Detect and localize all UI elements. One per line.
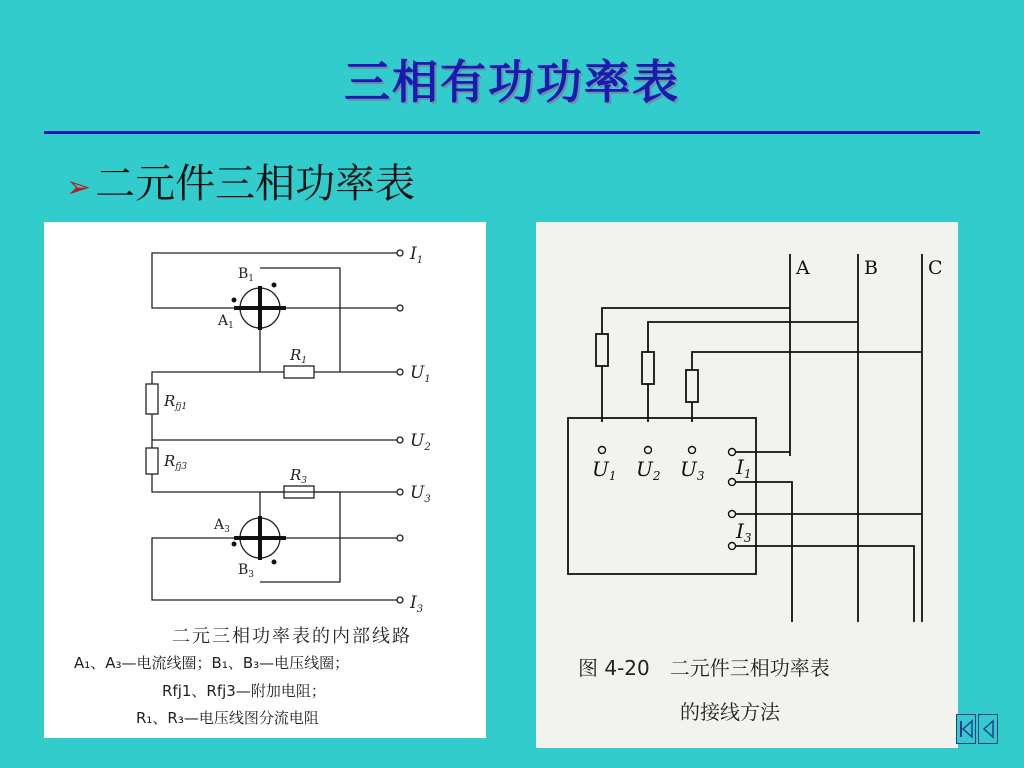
terminal-label-u2: $U_2$ xyxy=(410,431,431,453)
terminal-u3 xyxy=(397,489,403,495)
left-caption-title: 二元三相功率表的内部线路 xyxy=(172,626,412,647)
arrow-bullet-icon: ➢ xyxy=(66,170,92,205)
label-u3: $U_3$ xyxy=(680,457,705,483)
phase-label-a: A xyxy=(796,257,810,279)
label-b1: $B_1$ xyxy=(238,266,255,284)
wiring-method-figure xyxy=(536,222,958,748)
terminal-i1 xyxy=(397,250,403,256)
resistor-u1 xyxy=(596,334,608,366)
polarity-dot-a3 xyxy=(232,542,237,547)
current-loop-a1 xyxy=(152,253,400,308)
terminal-u2 xyxy=(397,437,403,443)
terminal-u1 xyxy=(599,447,606,454)
previous-slide-button[interactable] xyxy=(978,714,998,744)
terminal-i3 xyxy=(397,597,403,603)
left-caption-line2: A₁、A₃—电流线圈；B₁、B₃—电压线圈； xyxy=(74,654,350,672)
resistor-u3 xyxy=(686,370,698,402)
terminal-i3-in xyxy=(729,511,736,518)
slide-nav xyxy=(956,714,1002,746)
meter-box xyxy=(568,418,756,574)
label-r3: $R_3$ xyxy=(290,466,308,486)
polarity-dot-b3 xyxy=(272,560,277,565)
phase-label-c: C xyxy=(928,257,943,279)
terminal-u1 xyxy=(397,369,403,375)
terminal-label-u3: $U_3$ xyxy=(410,483,431,505)
label-rfj1: $R_{fj1}$ xyxy=(164,392,188,412)
terminal-u3 xyxy=(689,447,696,454)
terminal-i1-out xyxy=(397,305,403,311)
label-u1: $U_1$ xyxy=(592,457,617,483)
terminal-label-i3: $I_3$ xyxy=(410,593,424,615)
terminal-i3-in xyxy=(397,535,403,541)
current-loop-a3 xyxy=(152,538,400,600)
terminal-label-i1: $I_1$ xyxy=(410,244,424,266)
bullet-heading xyxy=(66,152,415,209)
label-i3: $I_3$ xyxy=(736,519,752,545)
terminal-u2 xyxy=(645,447,652,454)
terminal-i1-in xyxy=(729,449,736,456)
heading-text: 二元件三相功率表 xyxy=(95,161,416,207)
label-rfj3: $R_{fj3}$ xyxy=(164,452,188,472)
skip-back-icon xyxy=(957,715,975,743)
phase-label-b: B xyxy=(864,257,878,279)
label-a3: $A_3$ xyxy=(214,517,230,535)
first-slide-button[interactable] xyxy=(956,714,976,744)
right-caption-line1: 图 4-20 二元件三相功率表 xyxy=(578,656,830,680)
label-r1: $R_1$ xyxy=(290,346,308,366)
resistor-rfj1 xyxy=(146,384,158,414)
play-back-icon xyxy=(979,715,997,743)
label-i1: $I_1$ xyxy=(736,455,752,481)
slide-title: 三相有功功率表 xyxy=(344,55,680,109)
title-divider xyxy=(44,131,980,134)
terminal-label-u1: $U_1$ xyxy=(410,363,431,385)
label-a1: $A_1$ xyxy=(218,313,234,331)
resistor-r1 xyxy=(284,366,314,378)
resistor-u2 xyxy=(642,352,654,384)
right-caption-line2: 的接线方法 xyxy=(680,700,780,724)
polarity-dot-a1 xyxy=(232,298,237,303)
internal-circuit-figure xyxy=(44,222,486,738)
left-caption-line3: Rfj1、Rfj3—附加电阻； xyxy=(162,682,326,700)
terminal-i3-out xyxy=(729,543,736,550)
label-u2: $U_2$ xyxy=(636,457,661,483)
label-b3: $B_3$ xyxy=(238,562,255,580)
resistor-rfj3 xyxy=(146,448,158,474)
left-caption-line4: R₁、R₃—电压线图分流电阻 xyxy=(136,709,319,727)
terminal-i1-out xyxy=(729,479,736,486)
polarity-dot-b1 xyxy=(272,283,277,288)
